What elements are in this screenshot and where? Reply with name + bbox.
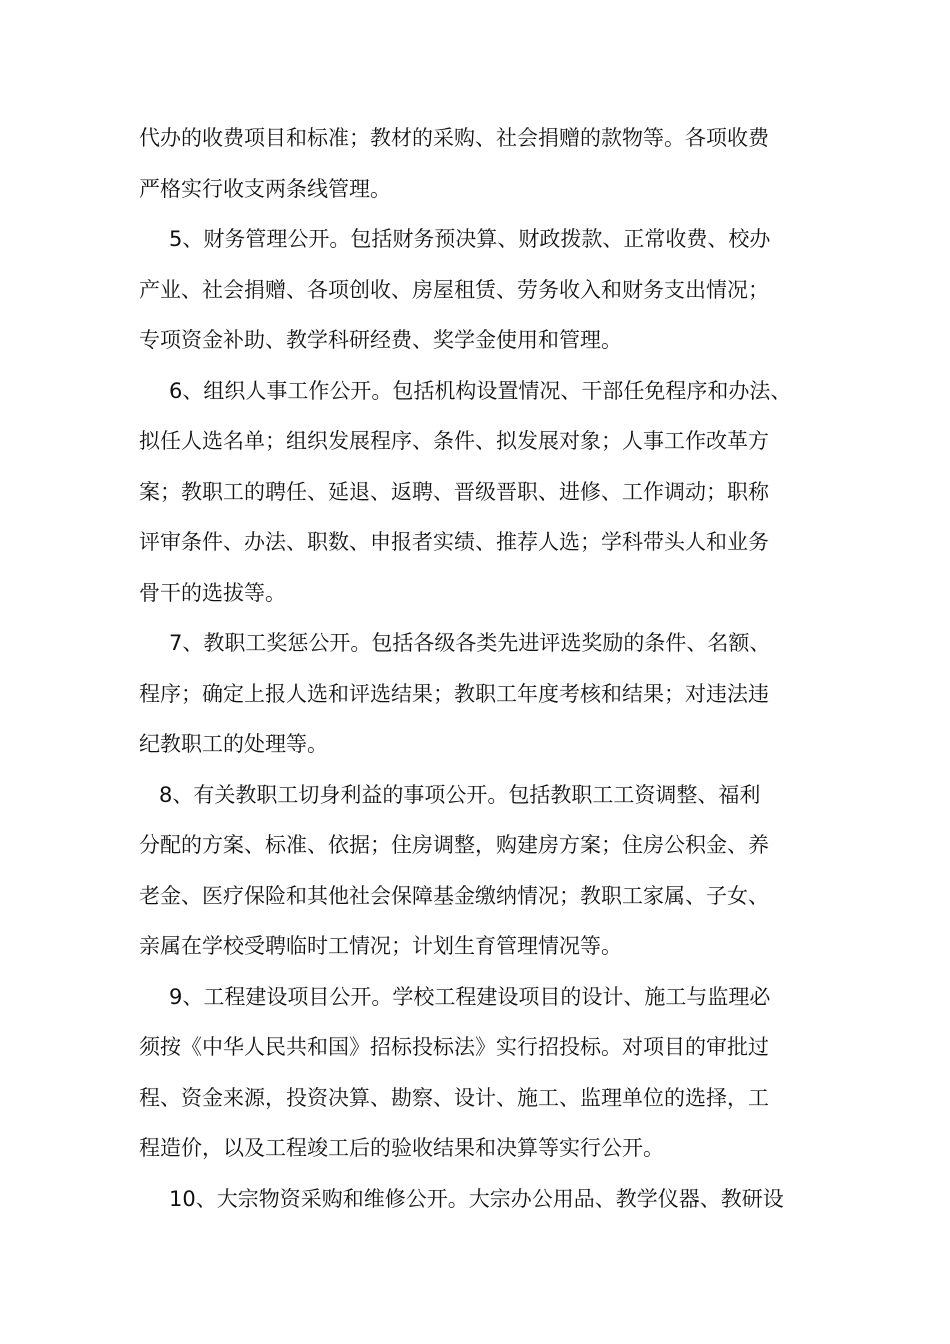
text-line: 案；教职工的聘任、延退、返聘、晋级晋职、进修、工作调动；职称 <box>139 479 769 504</box>
text-line: 纪教职工的处理等。 <box>139 732 328 756</box>
paragraph <box>139 770 829 972</box>
text-line: 10、大宗物资采购和维修公开。大宗办公用品、教学仪器、教研设 <box>169 1186 784 1211</box>
text-line: 产业、社会捐赠、各项创收、房屋租赁、劳务收入和财务支出情况； <box>139 277 769 302</box>
text-line: 严格实行收支两条线管理。 <box>139 176 391 201</box>
text-line: 5、财务管理公开。包括财务预决算、财政拨款、正常收费、校办 <box>169 227 771 251</box>
paragraph <box>139 1174 829 1225</box>
paragraph <box>139 618 829 770</box>
text-line: 8、有关教职工切身利益的事项公开。包括教职工工资调整、福利 <box>159 782 761 807</box>
text-line: 9、工程建设项目公开。学校工程建设项目的设计、施工与监理必 <box>169 984 771 1009</box>
paragraph <box>139 113 829 214</box>
text-line: 7、教职工奖惩公开。包括各级各类先进评选奖励的条件、名额、 <box>169 631 771 655</box>
text-line: 程造价，以及工程竣工后的验收结果和决算等实行公开。 <box>139 1136 664 1160</box>
paragraph <box>139 366 829 619</box>
text-line: 亲属在学校受聘临时工情况；计划生育管理情况等。 <box>139 934 622 958</box>
paragraph <box>139 972 829 1174</box>
text-line: 6、组织人事工作公开。包括机构设置情况、干部任免程序和办法、 <box>169 378 792 403</box>
paragraph <box>139 214 829 366</box>
text-line: 骨干的选拔等。 <box>139 580 286 605</box>
text-line: 程序；确定上报人选和评选结果；教职工年度考核和结果；对违法违 <box>139 681 769 706</box>
text-line: 分配的方案、标准、依据；住房调整，购建房方案；住房公积金、养 <box>139 833 769 857</box>
text-line: 拟任人选名单；组织发展程序、条件、拟发展对象；人事工作改革方 <box>139 429 769 453</box>
text-line: 代办的收费项目和标准；教材的采购、社会捐赠的款物等。各项收费 <box>139 126 769 150</box>
text-line: 评审条件、办法、职数、申报者实绩、推荐人选；学科带头人和业务 <box>139 530 769 554</box>
text-line: 老金、医疗保险和其他社会保障基金缴纳情况；教职工家属、子女、 <box>139 883 769 908</box>
text-line: 程、资金来源，投资决算、勘察、设计、施工、监理单位的选择，工 <box>139 1085 769 1110</box>
text-line: 须按《中华人民共和国》招标投标法》实行招投标。对项目的审批过 <box>139 1035 769 1059</box>
document-body <box>139 113 829 1224</box>
text-line: 专项资金补助、教学科研经费、奖学金使用和管理。 <box>139 328 622 352</box>
